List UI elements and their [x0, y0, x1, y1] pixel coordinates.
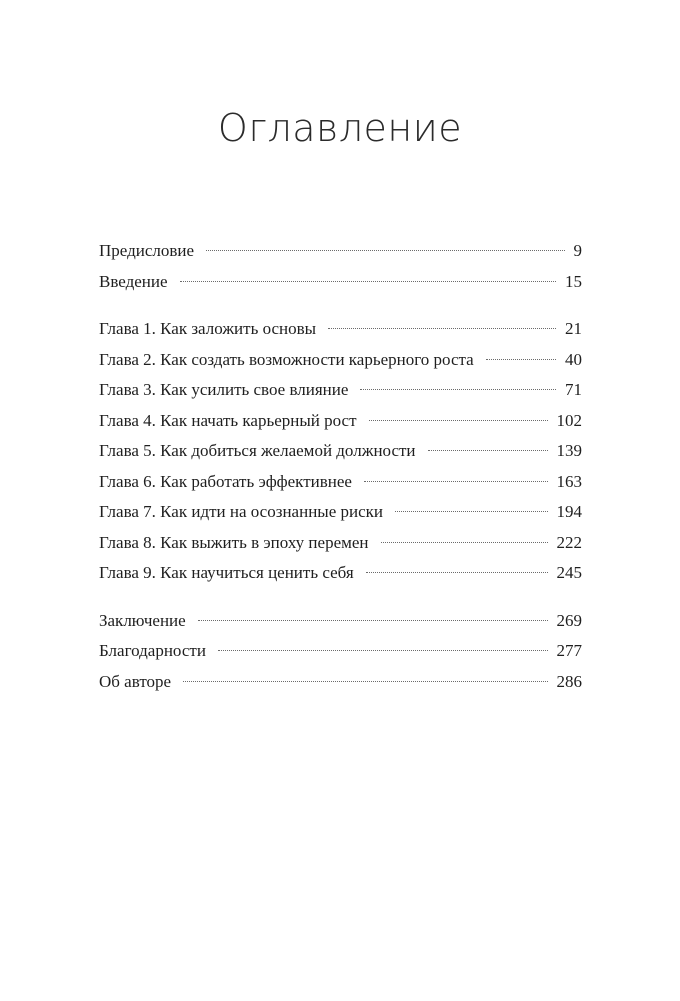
- toc-entry-label: Глава 3. Как усилить свое влияние: [99, 380, 349, 399]
- toc-entry-page: 21: [565, 319, 582, 338]
- toc-entry-page: 245: [556, 563, 582, 582]
- toc-front-matter: [99, 236, 582, 297]
- toc-entry-label: Введение: [99, 271, 168, 291]
- toc-entry-chapter-4[interactable]: [99, 406, 582, 437]
- toc-entry-label: Об авторе: [99, 671, 172, 691]
- toc-entry-preface[interactable]: [99, 236, 582, 267]
- toc-entry-label: Глава 1. Как заложить основы: [99, 319, 317, 338]
- dot-leader: [206, 250, 564, 251]
- table-of-contents: [99, 236, 582, 697]
- dot-leader: [180, 281, 556, 282]
- toc-entry-page: 15: [565, 271, 582, 291]
- toc-chapters: [99, 314, 582, 589]
- toc-entry-page: 40: [565, 349, 582, 369]
- toc-entry-label: Глава 6. Как работать эффективнее: [99, 471, 352, 491]
- toc-entry-page: 163: [556, 471, 582, 491]
- toc-entry-label: Глава 4. Как начать карьерный рост: [99, 410, 357, 430]
- toc-back-matter: [99, 606, 582, 698]
- toc-entry-label: Глава 5. Как добиться желаемой должности: [99, 441, 416, 460]
- dot-leader: [364, 481, 548, 482]
- toc-entry-page: 286: [556, 671, 582, 691]
- toc-entry-chapter-6[interactable]: [99, 467, 582, 498]
- toc-entry-label: Благодарности: [99, 641, 206, 660]
- toc-entry-label: Заключение: [99, 610, 186, 630]
- toc-entry-label: Глава 2. Как создать возможности карьерного роста: [99, 349, 474, 369]
- toc-entry-label: Глава 7. Как идти на осознанные риски: [99, 502, 384, 521]
- toc-entry-introduction[interactable]: [99, 267, 582, 298]
- toc-entry-label: Глава 9. Как научиться ценить себя: [99, 563, 354, 582]
- toc-entry-page: 277: [556, 641, 582, 660]
- toc-entry-acknowledgements[interactable]: [99, 636, 582, 667]
- toc-entry-chapter-5[interactable]: [99, 436, 582, 467]
- toc-entry-chapter-2[interactable]: [99, 345, 582, 376]
- toc-entry-about-author[interactable]: [99, 667, 582, 698]
- dot-leader: [183, 681, 547, 682]
- toc-entry-page: 71: [565, 380, 582, 399]
- toc-entry-page: 139: [556, 441, 582, 460]
- toc-entry-chapter-1[interactable]: [99, 314, 582, 345]
- toc-entry-page: 194: [556, 502, 582, 521]
- toc-entry-label: Предисловие: [99, 241, 195, 260]
- toc-entry-page: 222: [556, 532, 582, 552]
- dot-leader: [486, 359, 556, 360]
- dot-leader: [428, 450, 548, 451]
- toc-entry-page: 102: [556, 410, 582, 430]
- toc-entry-chapter-7[interactable]: [99, 497, 582, 528]
- dot-leader: [381, 542, 548, 543]
- page-title: Оглавление: [217, 106, 463, 150]
- dot-leader: [328, 328, 556, 329]
- dot-leader: [360, 389, 556, 390]
- toc-entry-page: 269: [556, 610, 582, 630]
- dot-leader: [218, 650, 548, 651]
- dot-leader: [366, 572, 548, 573]
- toc-entry-chapter-3[interactable]: [99, 375, 582, 406]
- toc-entry-chapter-9[interactable]: [99, 558, 582, 589]
- toc-entry-conclusion[interactable]: [99, 606, 582, 637]
- dot-leader: [369, 420, 548, 421]
- dot-leader: [395, 511, 547, 512]
- toc-entry-page: 9: [573, 241, 582, 260]
- dot-leader: [198, 620, 548, 621]
- toc-entry-chapter-8[interactable]: [99, 528, 582, 559]
- toc-entry-label: Глава 8. Как выжить в эпоху перемен: [99, 532, 369, 552]
